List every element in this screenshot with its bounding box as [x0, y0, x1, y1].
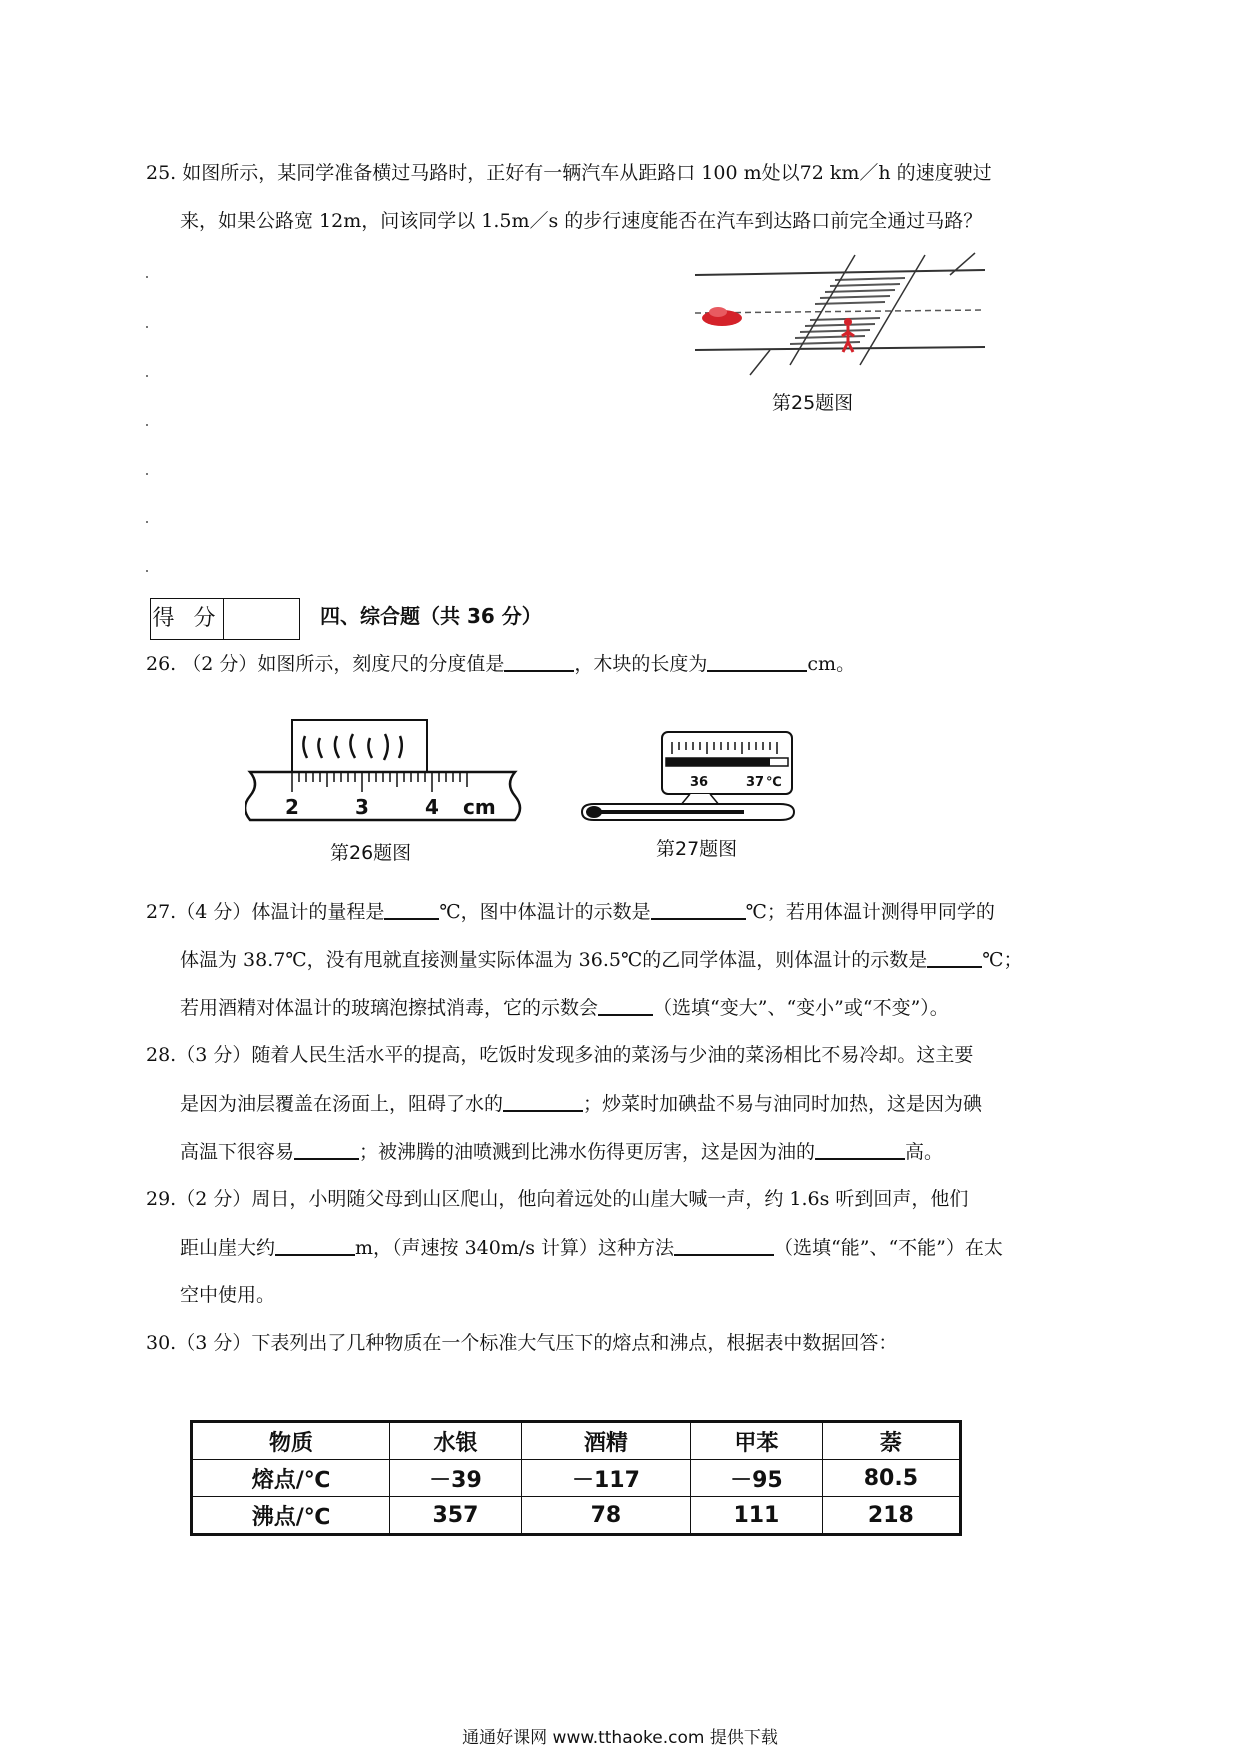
ruler-tick-label: 4: [425, 795, 439, 819]
table-cell: 357: [390, 1497, 522, 1535]
figure-26-caption: 第26题图: [330, 842, 412, 864]
q27-text: ℃，图中体温计的示数是: [439, 901, 651, 923]
figure-27-caption: 第27题图: [656, 838, 738, 860]
wooden-block: [292, 720, 427, 772]
table-cell: 78: [521, 1497, 690, 1535]
q27-text: 若用酒精对体温计的玻璃泡擦拭消毒，它的示数会: [180, 997, 599, 1019]
section-title: 四、综合题（共 36 分）: [320, 604, 542, 628]
score-box: [150, 598, 300, 640]
answer-blank[interactable]: [504, 650, 574, 672]
ruler-unit-label: cm: [463, 795, 496, 819]
q29-text: 距山崖大约: [180, 1237, 276, 1259]
road-crossing-figure: [690, 250, 990, 390]
table-cell: －39: [390, 1460, 522, 1497]
q27-text: ℃；若用体温计测得甲同学的: [745, 901, 995, 923]
q29-line-3: 空中使用。: [180, 1284, 276, 1306]
answer-blank[interactable]: [815, 1138, 905, 1160]
ruler-tick-label: 3: [355, 795, 369, 819]
answer-space-mark: [146, 521, 148, 523]
answer-space-mark: [146, 276, 148, 278]
q28-text: 高温下很容易: [180, 1141, 295, 1163]
q27-line-3: [180, 994, 949, 1021]
q29-text: （选填“能”、“不能”）在太: [774, 1237, 1003, 1259]
answer-blank[interactable]: [598, 994, 653, 1016]
table-row: [192, 1497, 961, 1535]
footer-text: 通通好课网 www.tthaoke.com 提供下载: [462, 1728, 778, 1748]
thermometer-figure: [580, 728, 800, 828]
q27-text: 体温为 38.7℃，没有甩就直接测量实际体温为 36.5℃的乙同学体温，则体温计的示数是: [180, 949, 928, 971]
table-cell: 111: [691, 1497, 823, 1535]
answer-space-mark: [146, 473, 148, 475]
table-cell: －95: [691, 1460, 823, 1497]
answer-blank[interactable]: [503, 1090, 583, 1112]
q29-text: m，（声速按 340m/s 计算）这种方法: [355, 1237, 675, 1259]
table-cell: 80.5: [822, 1460, 960, 1497]
q27-line-1: [146, 898, 995, 925]
table-row: [192, 1460, 961, 1497]
table-header-cell: 酒精: [521, 1422, 690, 1460]
table-cell: 218: [822, 1497, 960, 1535]
q28-text: 是因为油层覆盖在汤面上，阻碍了水的: [180, 1093, 504, 1115]
pedestrian-icon: [842, 318, 854, 352]
q27-text: （选填“变大”、“变小”或“不变”）。: [653, 997, 949, 1019]
answer-blank[interactable]: [707, 650, 807, 672]
q27-line-2: [180, 946, 1022, 973]
answer-space-mark: [146, 375, 148, 377]
table-header-cell: 甲苯: [691, 1422, 823, 1460]
q25-line-2: 来，如果公路宽 12m，问该同学以 1.5m／s 的步行速度能否在汽车到达路口前完全通过马路？: [180, 210, 983, 232]
answer-blank[interactable]: [651, 898, 746, 920]
q29-line-1: 29.（2 分）周日，小明随父母到山区爬山，他向着远处的山崖大喊一声，约 1.6s 听到回声，他们: [146, 1188, 969, 1210]
scale-unit: ℃: [766, 775, 782, 790]
q29-line-2: [180, 1234, 1003, 1261]
answer-blank[interactable]: [927, 946, 982, 968]
q26-mid: ，木块的长度为: [574, 653, 708, 675]
figure-25-caption: 第25题图: [772, 392, 854, 414]
answer-blank[interactable]: [384, 898, 439, 920]
answer-blank[interactable]: [294, 1138, 359, 1160]
table-header-cell: 物质: [192, 1422, 390, 1460]
scale-label: 36: [690, 775, 709, 790]
answer-blank[interactable]: [275, 1234, 355, 1256]
table-header-cell: 水银: [390, 1422, 522, 1460]
q28-line-3: [180, 1138, 943, 1165]
q28-line-1: 28.（3 分）随着人民生活水平的提高，吃饭时发现多油的菜汤与少油的菜汤相比不易冷却。这主要: [146, 1044, 974, 1066]
q26-suffix: cm。: [807, 653, 856, 675]
ruler-tick-label: 2: [285, 795, 299, 819]
q27-text: ℃；: [982, 949, 1023, 971]
q28-line-2: [180, 1090, 982, 1117]
melting-boiling-table: [190, 1420, 962, 1536]
scale-label: 37: [746, 775, 765, 790]
q28-text: ；被沸腾的油喷溅到比沸水伤得更厉害，这是因为油的: [359, 1141, 816, 1163]
car-icon: [702, 307, 742, 326]
answer-space-mark: [146, 326, 148, 328]
table-cell: －117: [521, 1460, 690, 1497]
table-cell: 熔点/℃: [192, 1460, 390, 1497]
q30-line-1: 30.（3 分）下表列出了几种物质在一个标准大气压下的熔点和沸点，根据表中数据回答：: [146, 1332, 898, 1354]
q26-prefix: 26. （2 分）如图所示，刻度尺的分度值是: [146, 653, 505, 675]
table-header-cell: 萘: [822, 1422, 960, 1460]
q26-text: [146, 650, 855, 677]
answer-space-mark: [146, 424, 148, 426]
q27-text: 27.（4 分）体温计的量程是: [146, 901, 385, 923]
answer-space-mark: [146, 570, 148, 572]
answer-blank[interactable]: [674, 1234, 774, 1256]
score-label: 得 分: [151, 599, 224, 639]
ruler-figure: [245, 710, 535, 830]
q25-line-1: 25. 如图所示，某同学准备横过马路时，正好有一辆汽车从距路口 100 m处以72 km／h 的速度驶过: [146, 162, 992, 184]
q28-text: ；炒菜时加碘盐不易与油同时加热，这是因为碘: [583, 1093, 983, 1115]
table-header-row: [192, 1422, 961, 1460]
q28-text: 高。: [905, 1141, 944, 1163]
table-cell: 沸点/℃: [192, 1497, 390, 1535]
